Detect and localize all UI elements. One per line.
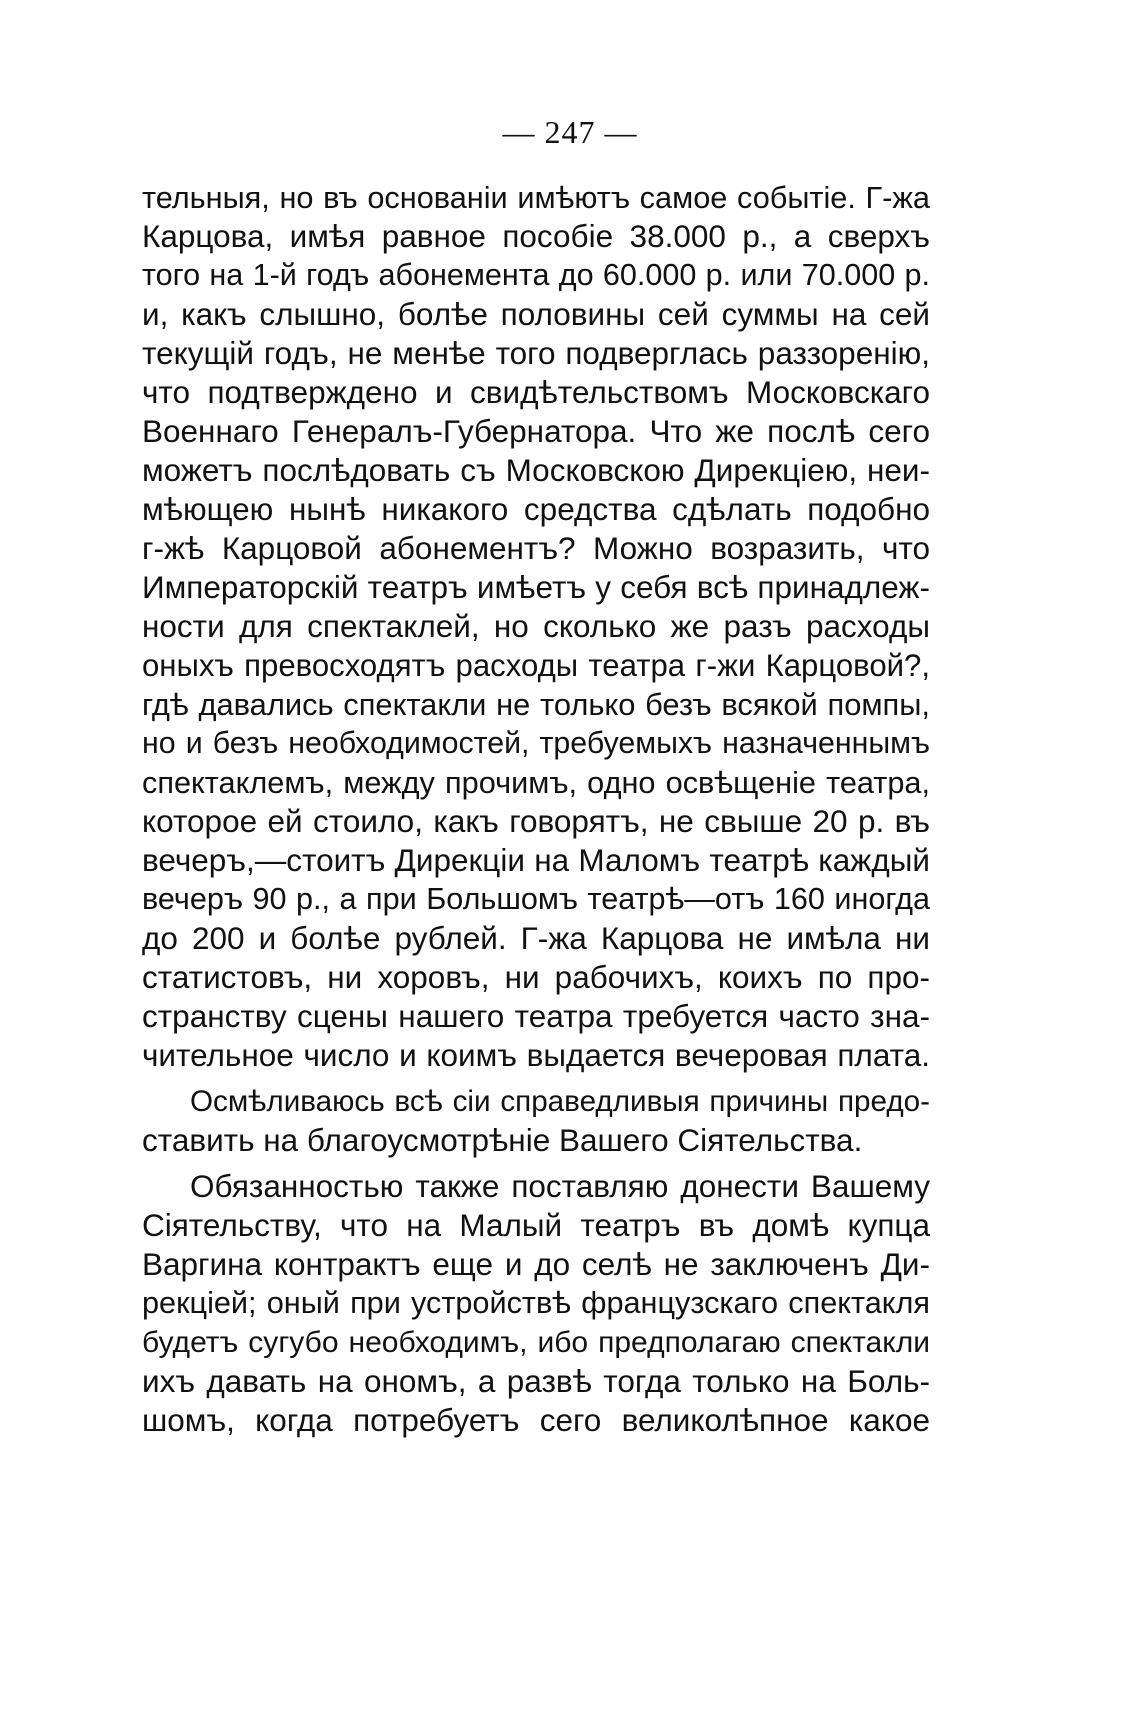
- text-line: Сiятельству, что на Малый театръ въ домѣ купца: [142, 1207, 930, 1243]
- text-line: Варгина контрактъ еще и до селѣ не заключенъ Ди-: [142, 1246, 930, 1282]
- text-line: ности для спектаклей, но сколько же разъ расходы: [142, 608, 930, 644]
- text-line: Обязанностью также поставляю донести Вашему: [190, 1168, 930, 1204]
- text-line: Военнаго Генералъ-Губернатора. Что же послѣ сего: [142, 413, 930, 449]
- text-line: чительное число и коимъ выдается вечеровая плата.: [142, 1037, 930, 1073]
- paragraph-1: [142, 178, 930, 1075]
- text-line: которое ей стоило, какъ говорятъ, не свыше 20 р. въ: [142, 803, 930, 839]
- text-line: Императорскiй театръ имѣетъ у себя всѣ принадлеж-: [142, 569, 930, 605]
- text-line: ихъ давать на ономъ, а развѣ тогда только на Боль-: [142, 1363, 930, 1399]
- text-line: Осмѣливаюсь всѣ сiи справедливыя причины предо-: [190, 1085, 930, 1118]
- page-number: — 247 —: [502, 114, 638, 150]
- text-line: но и безъ необходимостей, требуемыхъ назначеннымъ: [142, 727, 930, 760]
- paragraph-2: [142, 1082, 930, 1160]
- text-line: ставить на благоусмотрѣнiе Вашего Сiятельства.: [142, 1122, 863, 1158]
- body-text: [142, 178, 930, 1447]
- text-line: странству сцены нашего театра требуется часто зна-: [142, 998, 930, 1034]
- paragraph-3: [142, 1167, 930, 1440]
- text-line: мѣющею нынѣ никакого средства сдѣлать подобно: [142, 491, 930, 527]
- text-line: Карцова, имѣя равное пособiе 38.000 р., а сверхъ: [142, 218, 930, 254]
- text-line: вечеръ,—стоитъ Дирекцiи на Маломъ театрѣ каждый: [142, 842, 930, 878]
- text-line: спектаклемъ, между прочимъ, одно освѣщенiе театра,: [142, 765, 930, 800]
- text-line: вечеръ 90 р., а при Большомъ театрѣ—отъ 160 иногда: [142, 882, 930, 916]
- text-line: тельныя, но въ основанiи имѣютъ самое событiе. Г-жа: [142, 180, 930, 215]
- text-line: и, какъ слышно, болѣе половины сей суммы на сей: [142, 296, 930, 332]
- text-line: шомъ, когда потребуетъ сего великолѣпное какое: [142, 1402, 930, 1438]
- text-line: оныхъ превосходятъ расходы театра г-жи Карцовой?,: [142, 648, 930, 683]
- text-line: до 200 и болѣе рублей. Г-жа Карцова не имѣла ни: [142, 920, 930, 956]
- text-line: гдѣ давались спектакли не только безъ всякой помпы,: [142, 687, 930, 722]
- text-line: того на 1-й годъ абонемента до 60.000 р. или 70.000 р.: [142, 258, 930, 292]
- text-line: будетъ сугубо необходимъ, ибо предполагаю спектакли: [142, 1326, 930, 1359]
- text-line: что подтверждено и свидѣтельствомъ Московскаго: [142, 374, 930, 410]
- text-line: можетъ послѣдовать съ Московскою Дирекцiею, неи-: [142, 452, 930, 488]
- text-line: рекцiей; оный при устройствѣ французскаго спектакля: [142, 1286, 930, 1320]
- text-line: текущiй годъ, не менѣе того подверглась раззоренiю,: [142, 335, 930, 371]
- text-line: г-жѣ Карцовой абонементъ? Можно возразить, что: [142, 530, 930, 566]
- text-line: статистовъ, ни хоровъ, ни рабочихъ, коихъ по про-: [142, 959, 930, 995]
